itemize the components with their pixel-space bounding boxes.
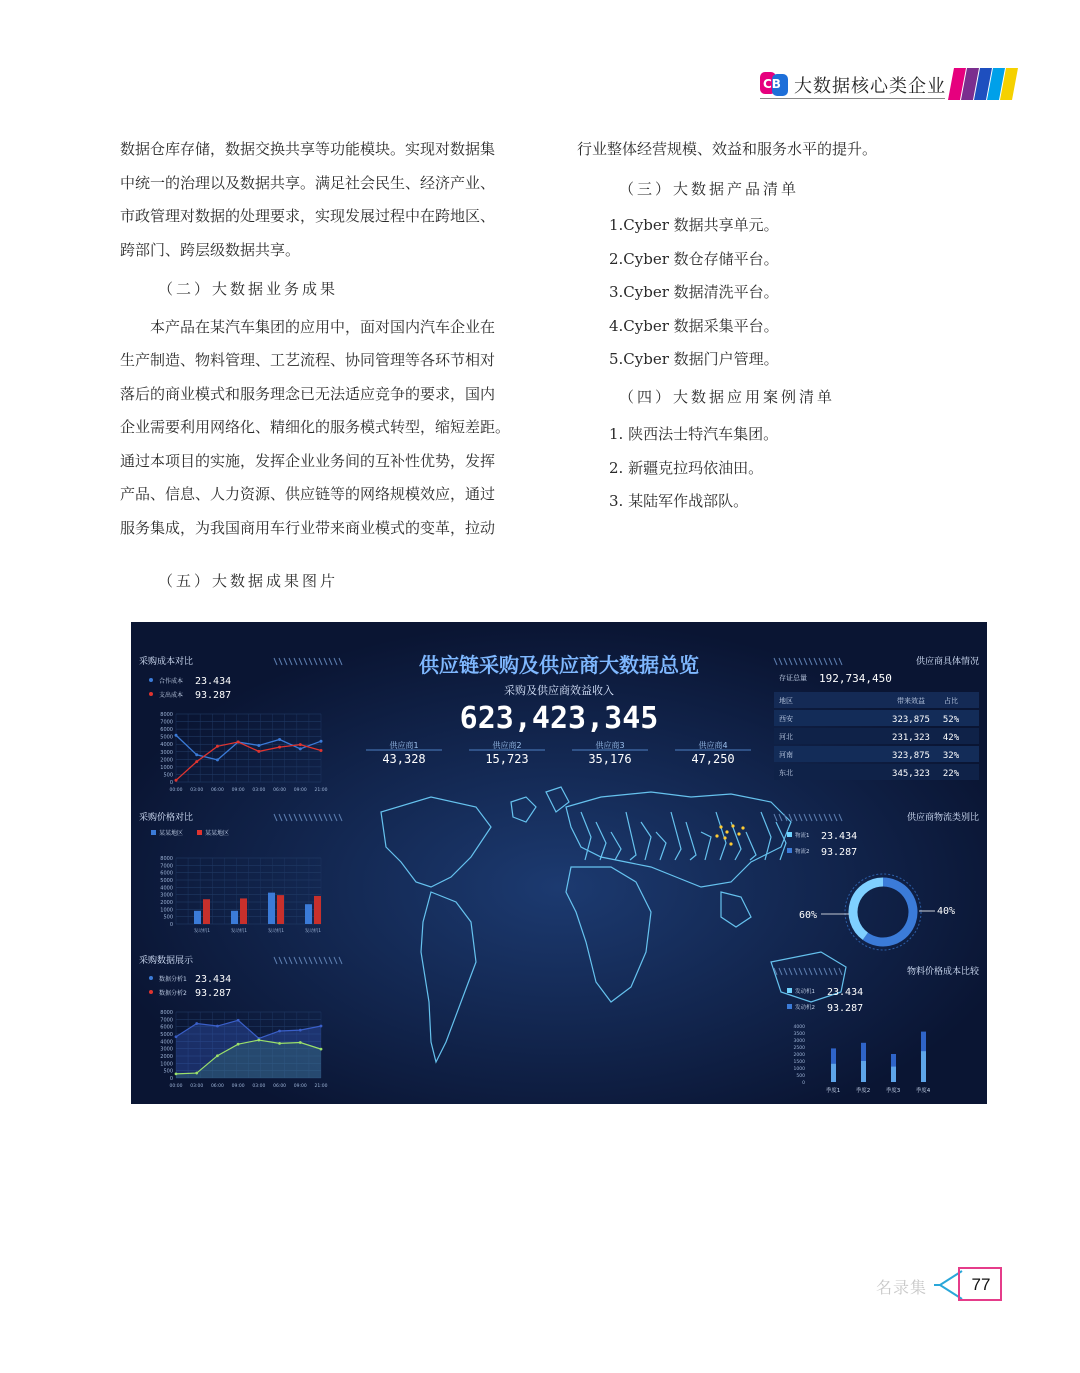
y-tick-label: 2000 [160,1054,173,1060]
y-tick-label: 0 [169,922,173,928]
supplier-label: 供应商1 [389,741,419,750]
quarter-bar-inner [921,1051,926,1082]
y-tick-label: 5000 [160,878,173,884]
legend-value: 23.434 [195,676,232,687]
paragraph-line: 产品、信息、人力资源、供应链等的网络规模效应，通过 [120,485,496,503]
paragraph-line: 通过本项目的实施，发挥企业业务间的互补性优势，发挥 [120,451,496,470]
legend-label: 发动机1 [795,989,815,995]
table-cell: 323,875 [892,715,930,725]
table-cell: 52% [942,715,960,725]
cost-point [278,746,281,749]
y-tick-label: 4000 [160,1039,173,1046]
y-tick-label: 0 [169,1076,173,1082]
data-point [195,1022,198,1025]
y-tick-label: 1000 [160,907,173,914]
data-point [216,1025,219,1028]
hotspot-dot [723,836,726,839]
legend-dot [149,976,153,980]
y-tick-label: 2000 [160,900,173,906]
legend-value: 23.434 [821,831,858,842]
material-panel-title: 物料价格成本比较 [906,967,979,977]
y-tick-label: 3000 [160,892,173,899]
y-tick-label: 5000 [160,734,173,741]
left-column [120,133,550,545]
legend-dot [149,692,153,696]
legend-value: 23.434 [827,987,864,998]
dashboard-screenshot [131,622,987,1104]
legend-swatch [787,988,792,993]
price-bar [194,911,201,924]
dashboard-total: 623,423,345 [459,701,659,736]
product-item: 2.Cyber 数仓存储平台。 [609,249,779,268]
cost-point [175,779,178,782]
legend-label: 发动机2 [795,1005,815,1011]
x-tick-label: 发动机1 [304,929,322,934]
x-tick-label: 03:00 [190,788,204,793]
paragraph-line: 中统一的治理以及数据共享。满足社会民生、经济产业、 [120,173,496,192]
legend-label: 某某地区 [159,830,184,837]
logo-text: CB [763,77,781,91]
x-tick-label: 00:00 [169,1084,183,1089]
y-tick-label: 2500 [793,1046,805,1051]
page-header [740,66,1040,102]
header-title: 大数据核心类企业 [794,76,946,97]
case-item: 3. 某陆军作战部队。 [609,492,749,510]
data-point [175,1035,178,1038]
x-tick-label: 21:00 [314,1084,328,1089]
y-tick-label: 1000 [160,764,173,771]
supplier-label: 供应商3 [595,741,625,750]
x-tick-label: 季度2 [855,1088,871,1094]
donut-label-right: 40% [937,906,956,917]
data-point [237,1019,240,1022]
legend-value: 23.434 [195,974,232,985]
case-list [609,418,1007,519]
hotspot-dot [737,832,740,835]
y-tick-label: 6000 [160,870,173,877]
price-panel-title: 采购价格对比 [139,813,194,823]
y-tick-label: 500 [163,1068,173,1075]
header-color-bars [940,68,1020,100]
x-tick-label: 09:00 [231,788,245,793]
section-5-title: （五）大数据成果图片 [158,572,339,590]
quarter-bar-inner [831,1064,836,1082]
data-point [257,1039,260,1042]
data-point [175,1072,178,1075]
cost-point [195,753,198,756]
x-tick-label: 发动机1 [267,929,285,934]
data-point [216,1054,219,1057]
cost-point [299,747,302,750]
y-tick-label: 8000 [160,1010,173,1016]
x-tick-label: 季度4 [915,1088,931,1094]
data-point [237,1043,240,1046]
data-point [299,1041,302,1044]
storage-label: 存证总量 [779,674,807,682]
legend-label: 数据分析1 [159,976,187,983]
y-tick-label: 500 [163,914,173,921]
y-tick-label: 500 [163,772,173,779]
price-bar [314,896,321,924]
paragraph-line: 数据仓库存储，数据交换共享等功能模块。实现对数据集 [120,140,496,158]
legend-label: 合作成本 [159,678,184,685]
table-cell: 22% [942,769,960,779]
cost-point [195,760,198,763]
table-cell: 42% [942,733,960,743]
table-cell: 32% [942,751,960,761]
data-point [299,1029,302,1032]
x-tick-label: 03:00 [252,788,266,793]
storage-value: 192,734,450 [819,672,892,685]
hotspot-dot [741,826,744,829]
paragraph-continued: 行业整体经营规模、效益和服务水平的提升。 [577,140,878,158]
legend-value: 93.287 [821,847,858,858]
y-tick-label: 8000 [160,856,173,862]
y-tick-label: 7000 [160,719,173,726]
supplier-value: 35,176 [588,752,632,766]
legend-label: 物流2 [795,849,810,855]
y-tick-label: 4000 [160,742,173,749]
legend-label: 某某地区 [205,830,230,837]
price-bar [240,898,247,924]
y-tick-label: 3000 [160,749,173,756]
y-tick-label: 6000 [160,1024,173,1031]
section-3-title: （三）大数据产品清单 [619,179,800,198]
legend-swatch [787,848,792,853]
table-cell: 231,323 [892,733,930,743]
legend-value: 93.287 [195,988,232,999]
price-bar [231,911,238,924]
cost-point [257,744,260,747]
case-item: 1. 陕西法士特汽车集团。 [609,425,779,443]
table-cell: 东北 [779,769,793,777]
y-tick-label: 0 [169,780,173,786]
cost-point [237,741,240,744]
x-tick-label: 09:00 [293,1084,307,1089]
cost-point [216,745,219,748]
table-header-cell: 地区 [779,697,793,705]
price-bar [268,893,275,924]
supplier-label: 供应商4 [698,741,728,750]
legend-label: 数据分析2 [159,990,187,997]
y-tick-label: 1000 [160,1061,173,1068]
y-tick-label: 3500 [793,1032,805,1037]
y-tick-label: 1500 [793,1060,805,1065]
donut-label-left: 60% [799,910,818,921]
case-item: 2. 新疆克拉玛依油田。 [609,458,764,477]
table-cell: 河北 [779,733,793,741]
paragraph-1 [120,133,550,267]
y-tick-label: 0 [802,1081,805,1086]
table-cell: 河南 [779,751,793,759]
page-number: 77 [971,1275,991,1294]
supplier-value: 47,250 [691,752,735,766]
y-tick-label: 7000 [160,1017,173,1024]
hotspot-dot [715,834,718,837]
dashboard-subtitle: 采购及供应商效益收入 [504,684,614,697]
product-item: 5.Cyber 数据门户管理。 [609,350,779,368]
x-tick-label: 季度1 [825,1088,841,1094]
legend-dot [149,990,153,994]
y-tick-label: 2000 [793,1053,805,1058]
product-list [609,209,1007,377]
y-tick-label: 3000 [793,1039,805,1044]
x-tick-label: 06:00 [210,1084,224,1089]
header-rule [760,98,945,99]
y-tick-label: 3000 [160,1046,173,1053]
y-tick-label: 1000 [793,1067,805,1072]
hotspot-dot [725,830,728,833]
product-item: 1.Cyber 数据共享单元。 [609,216,779,234]
x-tick-label: 06:00 [210,788,224,793]
legend-dot [149,678,153,682]
cost-point [216,758,219,761]
cost-point [278,738,281,741]
x-tick-label: 发动机1 [193,929,211,934]
table-cell: 西安 [779,715,793,723]
x-tick-label: 09:00 [293,788,307,793]
data-point [278,1030,281,1033]
paragraph-2 [120,311,550,546]
y-tick-label: 6000 [160,727,173,734]
cost-panel-title: 采购成本对比 [139,657,194,667]
right-column [577,133,1007,519]
paragraph-line: 落后的商业模式和服务理念已无法适应竞争的要求，国内 [120,384,496,403]
legend-value: 93.287 [195,690,232,701]
x-tick-label: 00:00 [169,788,183,793]
legend-swatch [197,830,202,835]
x-tick-label: 21:00 [314,788,328,793]
y-tick-label: 7000 [160,863,173,870]
price-bar [203,899,210,924]
data-point [320,1025,323,1028]
hotspot-dot [731,824,734,827]
data-point [320,1048,323,1051]
paragraph-line: 跨部门、跨层级数据共享。 [120,240,301,259]
legend-label: 支出成本 [159,692,184,699]
y-tick-label: 4000 [793,1025,805,1030]
data-point [195,1072,198,1075]
paragraph-line: 服务集成，为我国商用车行业带来商业模式的变革，拉动 [120,518,496,537]
cost-point [257,750,260,753]
y-tick-label: 2000 [160,757,173,764]
hotspot-dot [719,825,722,828]
y-tick-label: 4000 [160,885,173,892]
paragraph-line: 市政管理对数据的处理要求，实现发展过程中在跨地区、 [120,207,496,225]
x-tick-label: 06:00 [273,1084,287,1089]
cost-point [299,743,302,746]
price-bar [305,904,312,924]
hotspot-dot [729,842,732,845]
logistics-panel-title: 供应商物流类别比 [906,813,979,823]
product-item: 4.Cyber 数据采集平台。 [609,316,779,335]
supplier-label: 供应商2 [492,741,522,750]
paragraph-line: 生产制造、物料管理、工艺流程、协同管理等各环节相对 [120,351,496,369]
x-tick-label: 03:00 [190,1084,204,1089]
legend-swatch [787,1004,792,1009]
product-item: 3.Cyber 数据清洗平台。 [609,283,779,301]
footer-label: 名录集 [876,1278,928,1297]
x-tick-label: 06:00 [273,788,287,793]
info-panel-title: 供应商具体情况 [915,657,979,667]
legend-swatch [151,830,156,835]
y-tick-label: 8000 [160,712,173,718]
x-tick-label: 03:00 [252,1084,266,1089]
table-cell: 345,323 [892,769,930,779]
cost-point [320,740,323,743]
quarter-bar-inner [861,1061,866,1082]
legend-value: 93.287 [827,1003,864,1014]
paragraph-line: 本产品在某汽车集团的应用中，面对国内汽车企业在 [150,317,496,336]
supplier-value: 15,723 [485,752,529,766]
data-panel-title: 采购数据展示 [139,956,194,966]
paragraph-line: 企业需要利用网络化、精细化的服务模式转型，缩短差距。 [120,418,511,436]
dashboard-title: 供应链采购及供应商大数据总览 [419,653,699,677]
company-logo [760,70,790,98]
y-tick-label: 5000 [160,1032,173,1038]
x-tick-label: 发动机1 [230,929,248,934]
supplier-value: 43,328 [382,752,426,766]
table-header-cell: 占比 [944,697,958,705]
price-bar [277,895,284,924]
dashboard-svg [131,622,987,1104]
table-cell: 323,875 [892,751,930,761]
legend-swatch [787,832,792,837]
y-tick-label: 500 [796,1074,805,1079]
section-2-title: （二）大数据业务成果 [158,280,339,298]
x-tick-label: 09:00 [231,1084,245,1089]
table-header-cell: 带来效益 [897,697,925,705]
quarter-bar-inner [891,1067,896,1082]
data-point [278,1042,281,1045]
cost-point [175,734,178,737]
cost-point [320,749,323,752]
x-tick-label: 季度3 [885,1088,901,1094]
section-4-title: （四）大数据应用案例清单 [619,387,836,406]
legend-label: 物流1 [795,833,810,839]
